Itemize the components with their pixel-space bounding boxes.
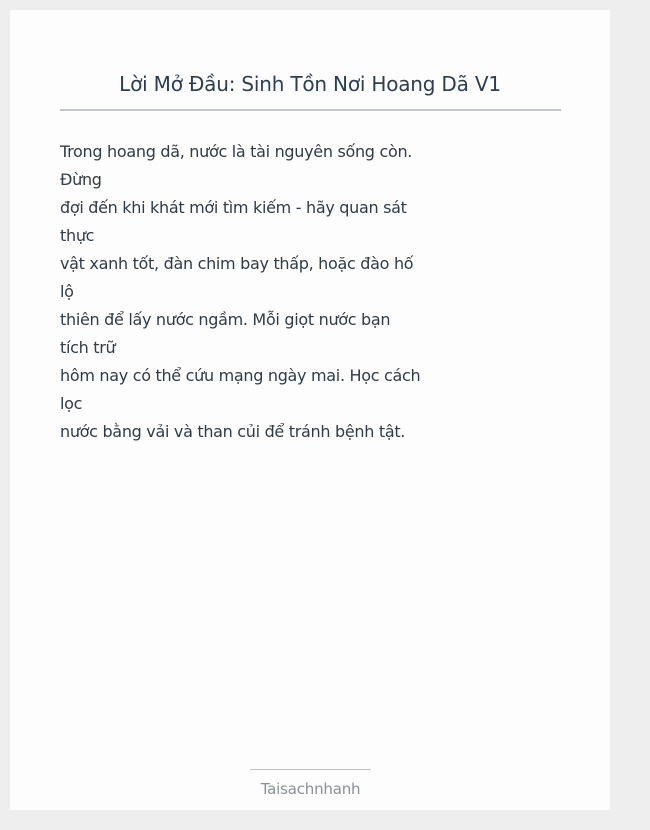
body-line: thực	[60, 226, 95, 245]
body-line: thiên để lấy nước ngầm. Mỗi giọt nước bạn	[60, 310, 391, 329]
body-line: hôm nay có thể cứu mạng ngày mai. Học cách	[60, 366, 421, 385]
body-line: lọc	[60, 394, 83, 413]
body-line: tích trữ	[60, 338, 116, 357]
body-line: lộ	[60, 282, 74, 301]
body-line: Đừng	[60, 170, 102, 189]
body-line: Trong hoang dã, nước là tài nguyên sống còn.	[60, 142, 413, 161]
page-title: Lời Mở Đầu: Sinh Tồn Nơi Hoang Dã V1	[119, 72, 501, 96]
footer-brand: Taisachnhanh	[260, 780, 361, 798]
body-line: nước bằng vải và than củi để tránh bệnh tật.	[60, 422, 406, 441]
body-line: đợi đến khi khát mới tìm kiếm - hãy quan sát	[60, 198, 407, 217]
body-text	[60, 138, 421, 446]
body-line: vật xanh tốt, đàn chim bay thấp, hoặc đào hố	[60, 254, 414, 273]
title-divider	[60, 109, 561, 111]
document-page	[10, 10, 610, 810]
footer-divider	[250, 769, 371, 770]
